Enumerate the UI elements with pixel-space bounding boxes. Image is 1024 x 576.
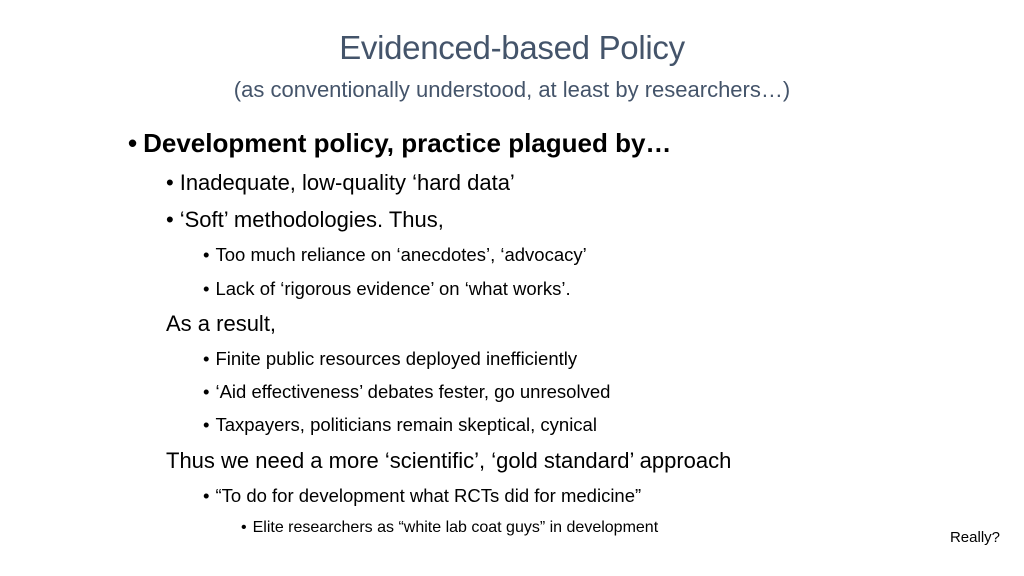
bullet-item-development-policy <box>128 128 671 159</box>
bullet-text: “To do for development what RCTs did for medicine” <box>215 485 642 506</box>
bullet-text: ‘Soft’ methodologies. Thus, <box>179 207 444 232</box>
bullet-icon: • <box>203 485 210 506</box>
bullet-item-aid-effectiveness <box>203 381 610 403</box>
bullet-text: Elite researchers as “white lab coat guys” in development <box>252 519 659 536</box>
bullet-text: ‘Aid effectiveness’ debates fester, go unresolved <box>215 381 611 402</box>
bullet-icon: • <box>166 170 174 195</box>
bullet-text: Inadequate, low-quality ‘hard data’ <box>179 170 515 195</box>
slide-subtitle: (as conventionally understood, at least by researchers…) <box>233 77 791 102</box>
bullet-text: Finite public resources deployed inefficiently <box>215 348 578 369</box>
bullet-icon: • <box>166 207 174 232</box>
bullet-item-soft-methodologies <box>166 207 444 233</box>
bullet-item-rcts-medicine <box>203 485 641 507</box>
bullet-text: Taxpayers, politicians remain skeptical, cynical <box>215 414 597 435</box>
bullet-text: Too much reliance on ‘anecdotes’, ‘advocacy’ <box>215 244 587 265</box>
bullet-icon: • <box>128 128 138 158</box>
bullet-text: Development policy, practice plagued by… <box>143 128 672 158</box>
bullet-icon: • <box>203 414 210 435</box>
bullet-item-anecdotes <box>203 244 587 266</box>
bullet-item-elite-researchers <box>241 518 658 537</box>
bullet-item-rigorous-evidence <box>203 278 571 300</box>
bullet-item-public-resources <box>203 348 577 370</box>
bullet-icon: • <box>203 278 210 299</box>
bullet-icon: • <box>203 381 210 402</box>
bullet-icon: • <box>203 348 210 369</box>
bullet-icon: • <box>203 244 210 265</box>
bullet-item-inadequate-data <box>166 170 515 196</box>
bullet-icon: • <box>241 519 247 536</box>
footnote-really: Really? <box>949 529 1000 546</box>
slide-title: Evidenced-based Policy <box>339 29 685 66</box>
text-scientific-approach: Thus we need a more ‘scientific’, ‘gold standard’ approach <box>166 448 732 473</box>
bullet-text: Lack of ‘rigorous evidence’ on ‘what works’. <box>215 278 571 299</box>
text-as-a-result: As a result, <box>166 311 277 336</box>
bullet-item-taxpayers <box>203 414 597 436</box>
